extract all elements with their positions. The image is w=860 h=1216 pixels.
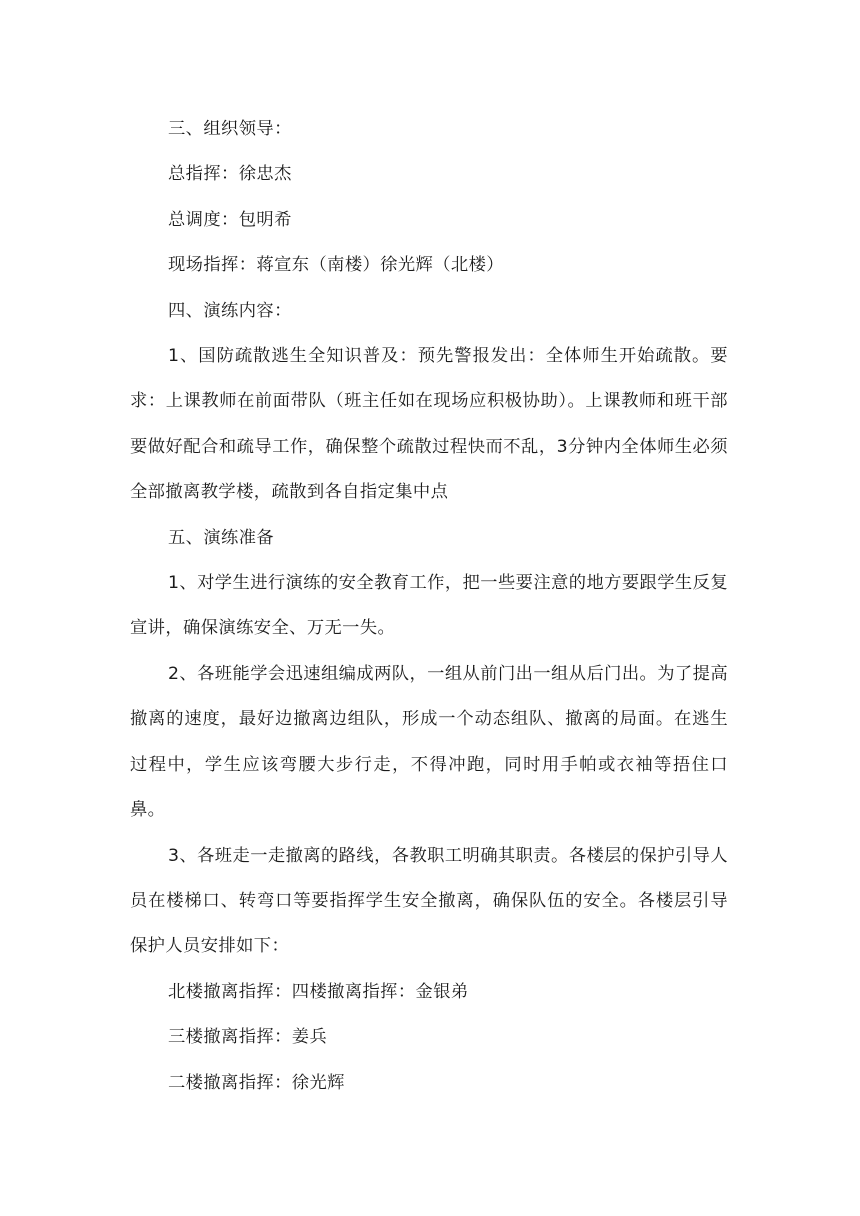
preparation-item-3: 3、各班走一走撤离的路线，各教职工明确其职责。各楼层的保护引导人员在楼梯口、转弯口等要指挥学生安全撤离，确保队伍的安全。各楼层引导保护人员安排如下： [130, 845, 728, 957]
preparation-item-1: 1、对学生进行演练的安全教育工作，把一些要注意的地方要跟学生反复宣讲，确保演练安全、万无一失。 [130, 573, 728, 639]
drill-content-paragraph: 1、国防疏散逃生全知识普及：预先警报发出：全体师生开始疏散。要求：上课教师在前面带队（班主任如在现场应积极协助）。上课教师和班干部要做好配合和疏导工作，确保整个疏散过程快而不乱，3分钟内全体师生必须全部撤离教学楼，疏散到各自指定集中点 [130, 346, 728, 503]
section-heading-drill-preparation: 五、演练准备 [168, 527, 275, 548]
preparation-item-2: 2、各班能学会迅速组编成两队，一组从前门出一组从后门出。为了提高撤离的速度，最好边撤离边组队，形成一个动态组队、撤离的局面。在逃生过程中，学生应该弯腰大步行走，不得冲跑，同时用手帕或衣袖等捂住口鼻。 [130, 663, 728, 821]
field-commander-line: 现场指挥：蒋宣东（南楼）徐光辉（北楼） [168, 255, 504, 276]
document-body [130, 107, 728, 1106]
north-building-commander-line: 北楼撤离指挥：四楼撤离指挥：金银弟 [168, 981, 469, 1002]
section-heading-drill-content: 四、演练内容： [168, 300, 292, 321]
commander-line: 总指挥：徐忠杰 [168, 164, 292, 185]
second-floor-commander-line: 二楼撤离指挥：徐光辉 [168, 1072, 345, 1093]
section-heading-organization: 三、组织领导： [168, 119, 292, 139]
dispatcher-line: 总调度：包明希 [168, 209, 292, 230]
third-floor-commander-line: 三楼撤离指挥：姜兵 [168, 1027, 328, 1048]
